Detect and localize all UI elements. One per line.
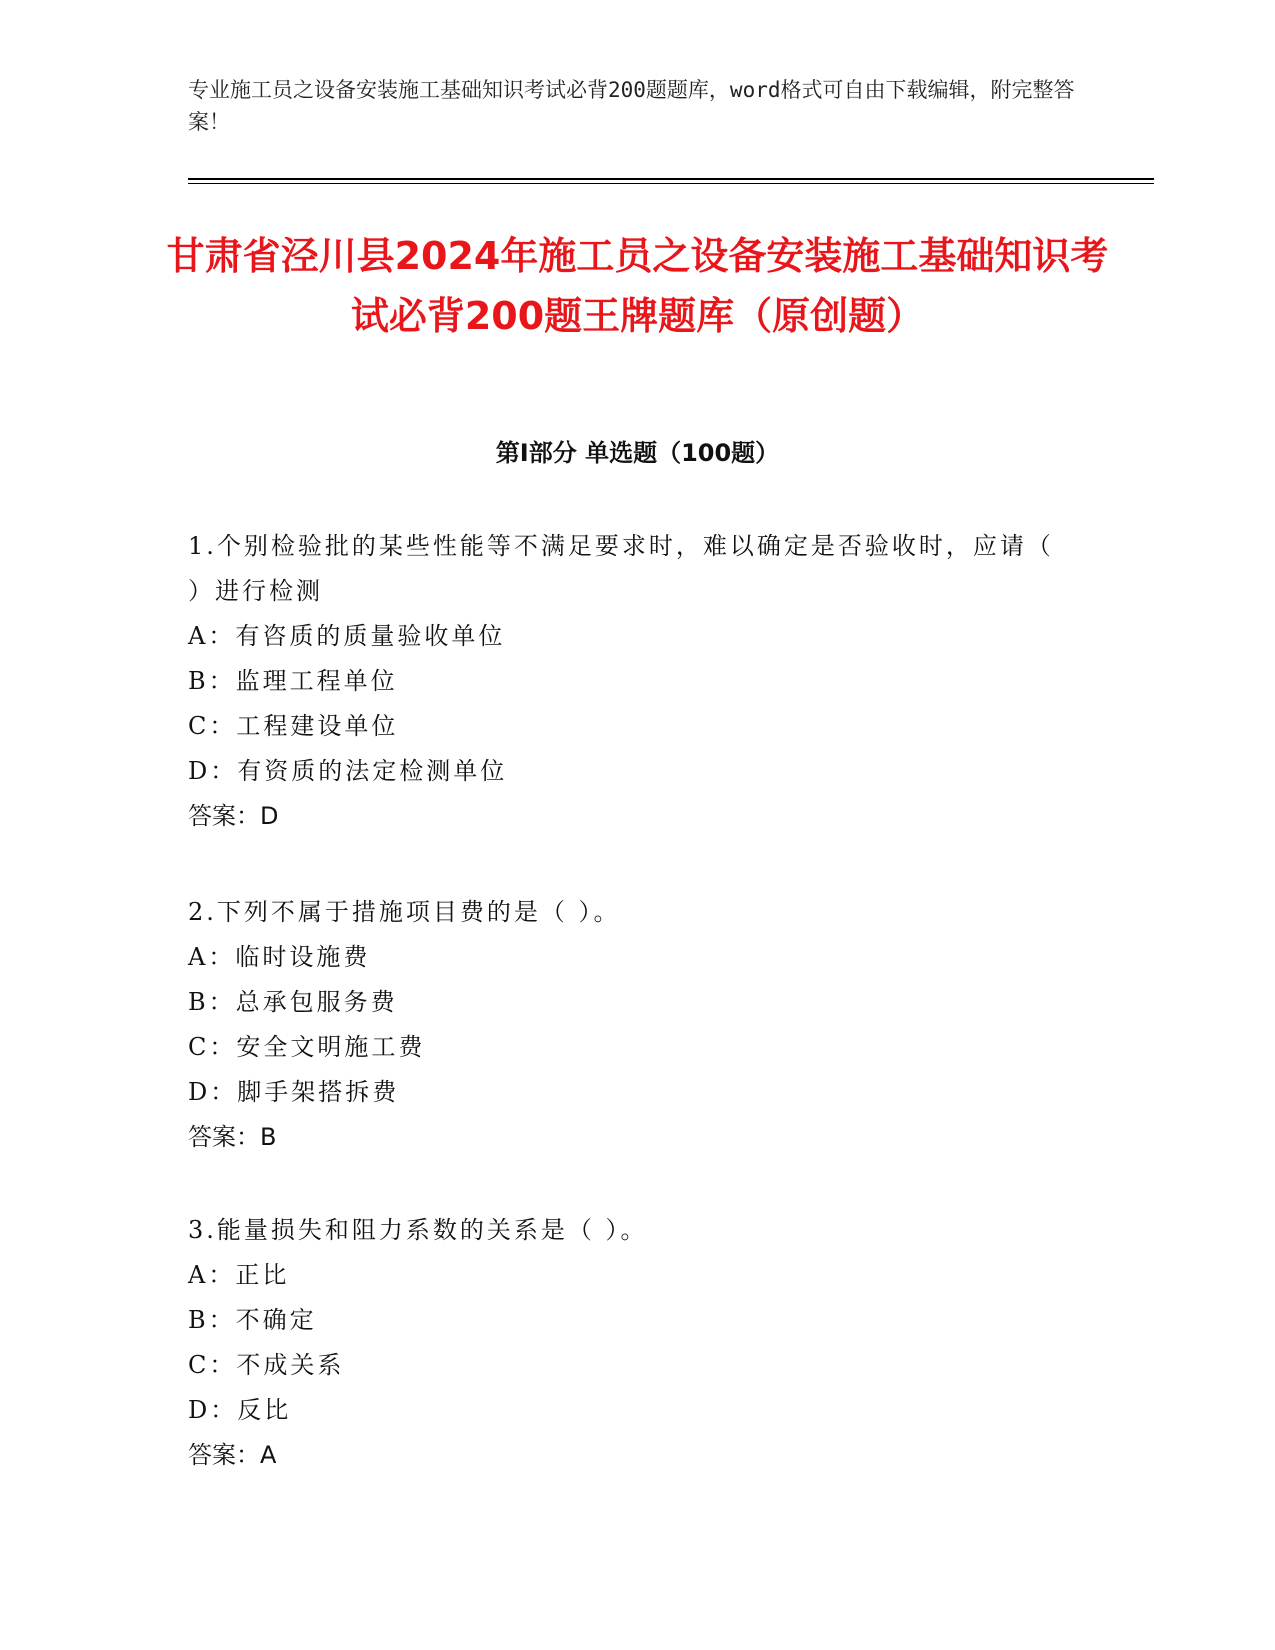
option-b: B：监理工程单位 [188,667,398,695]
header-rule-thin [188,183,1154,184]
answer: 答案：A [188,1441,277,1469]
question-block [188,1208,1068,1478]
header-rule-thick [188,178,1154,180]
question-stem: 2.下列不属于措施项目费的是（ ）。 [188,898,621,926]
document-title: 甘肃省泾川县2024年施工员之设备安装施工基础知识考试必背200题王牌题库（原创题） [166,234,1109,338]
question-block [188,890,1068,1160]
question-stem: 3.能量损失和阻力系数的关系是（ ）。 [188,1216,648,1244]
option-d: D：有资质的法定检测单位 [188,757,508,785]
option-c: C：不成关系 [188,1351,345,1379]
option-a: A：正比 [188,1261,290,1289]
answer: 答案：D [188,802,279,830]
option-c: C：工程建设单位 [188,712,399,740]
option-a: A：临时设施费 [188,943,371,971]
option-a: A：有咨质的质量验收单位 [188,622,506,650]
option-d: D：反比 [188,1396,292,1424]
option-b: B：不确定 [188,1306,317,1334]
answer: 答案：B [188,1123,277,1151]
option-b: B：总承包服务费 [188,988,398,1016]
question-stem: 1.个别检验批的某些性能等不满足要求时，难以确定是否验收时，应请（ ）进行检测 [188,532,1054,605]
header-note: 专业施工员之设备安装施工基础知识考试必背200题题库，word格式可自由下载编辑，附完整答案！ [188,78,1075,134]
option-c: C：安全文明施工费 [188,1033,426,1061]
option-d: D：脚手架搭拆费 [188,1078,400,1106]
section-title: 第Ⅰ部分 单选题（100题） [495,439,780,467]
question-block [188,524,1068,839]
